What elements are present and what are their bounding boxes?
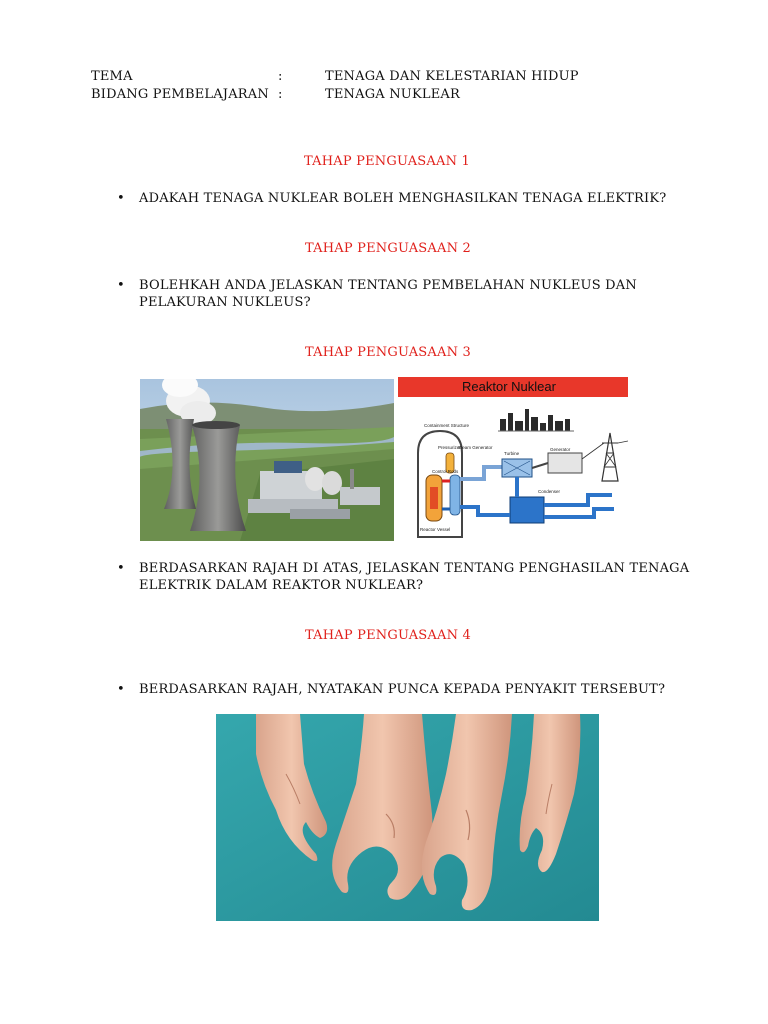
bidang-value: TENAGA NUKLEAR (325, 87, 460, 102)
nuclear-plant-photo (140, 379, 394, 541)
label-turbine: Turbine (504, 451, 520, 456)
bullet-4: • (117, 682, 125, 697)
reactor-diagram (398, 377, 628, 541)
level-1-title: TAHAP PENGUASAAN 1 (304, 154, 470, 169)
level-3-question-line-2: ELEKTRIK DALAM REAKTOR NUKLEAR? (139, 578, 424, 593)
bidang-label: BIDANG PEMBELAJARAN (91, 87, 269, 102)
label-control-rods: Control Rods (432, 469, 459, 474)
bullet-1: • (117, 191, 125, 206)
label-generator: Generator (550, 447, 571, 452)
bidang-separator: : (278, 87, 283, 102)
label-condenser: Condenser (538, 489, 561, 494)
level-4-question: BERDASARKAN RAJAH, NYATAKAN PUNCA KEPADA PENYAKIT TERSEBUT? (139, 682, 666, 697)
bullet-3: • (117, 561, 125, 576)
label-reactor-vessel: Reactor Vessel (420, 527, 451, 532)
level-3-title: TAHAP PENGUASAAN 3 (305, 345, 471, 360)
tema-value: TENAGA DAN KELESTARIAN HIDUP (325, 69, 579, 84)
reactor-diagram-banner (398, 377, 628, 397)
label-steam-generator: Steam Generator (458, 445, 493, 450)
level-1-question: ADAKAH TENAGA NUKLEAR BOLEH MENGHASILKAN TENAGA ELEKTRIK? (139, 191, 667, 206)
reactor-diagram-title: Reaktor Nuklear (462, 379, 556, 394)
bullet-2: • (117, 278, 125, 293)
level-2-question-line-1: BOLEHKAH ANDA JELASKAN TENTANG PEMBELAHAN NUKLEUS DAN (139, 278, 637, 293)
level-3-question-line-1: BERDASARKAN RAJAH DI ATAS, JELASKAN TENTANG PENGHASILAN TENAGA (139, 561, 690, 576)
level-4-title: TAHAP PENGUASAAN 4 (305, 628, 471, 643)
tema-label: TEMA (91, 69, 133, 84)
hands-photo (216, 714, 599, 921)
level-2-title: TAHAP PENGUASAAN 2 (305, 241, 471, 256)
label-pressurizer: Pressurizer (438, 445, 461, 450)
reactor-schematic (398, 397, 628, 541)
label-containment: Containment Structure (424, 423, 470, 428)
level-2-question-line-2: PELAKURAN NUKLEUS? (139, 295, 311, 310)
tema-separator: : (278, 69, 283, 84)
